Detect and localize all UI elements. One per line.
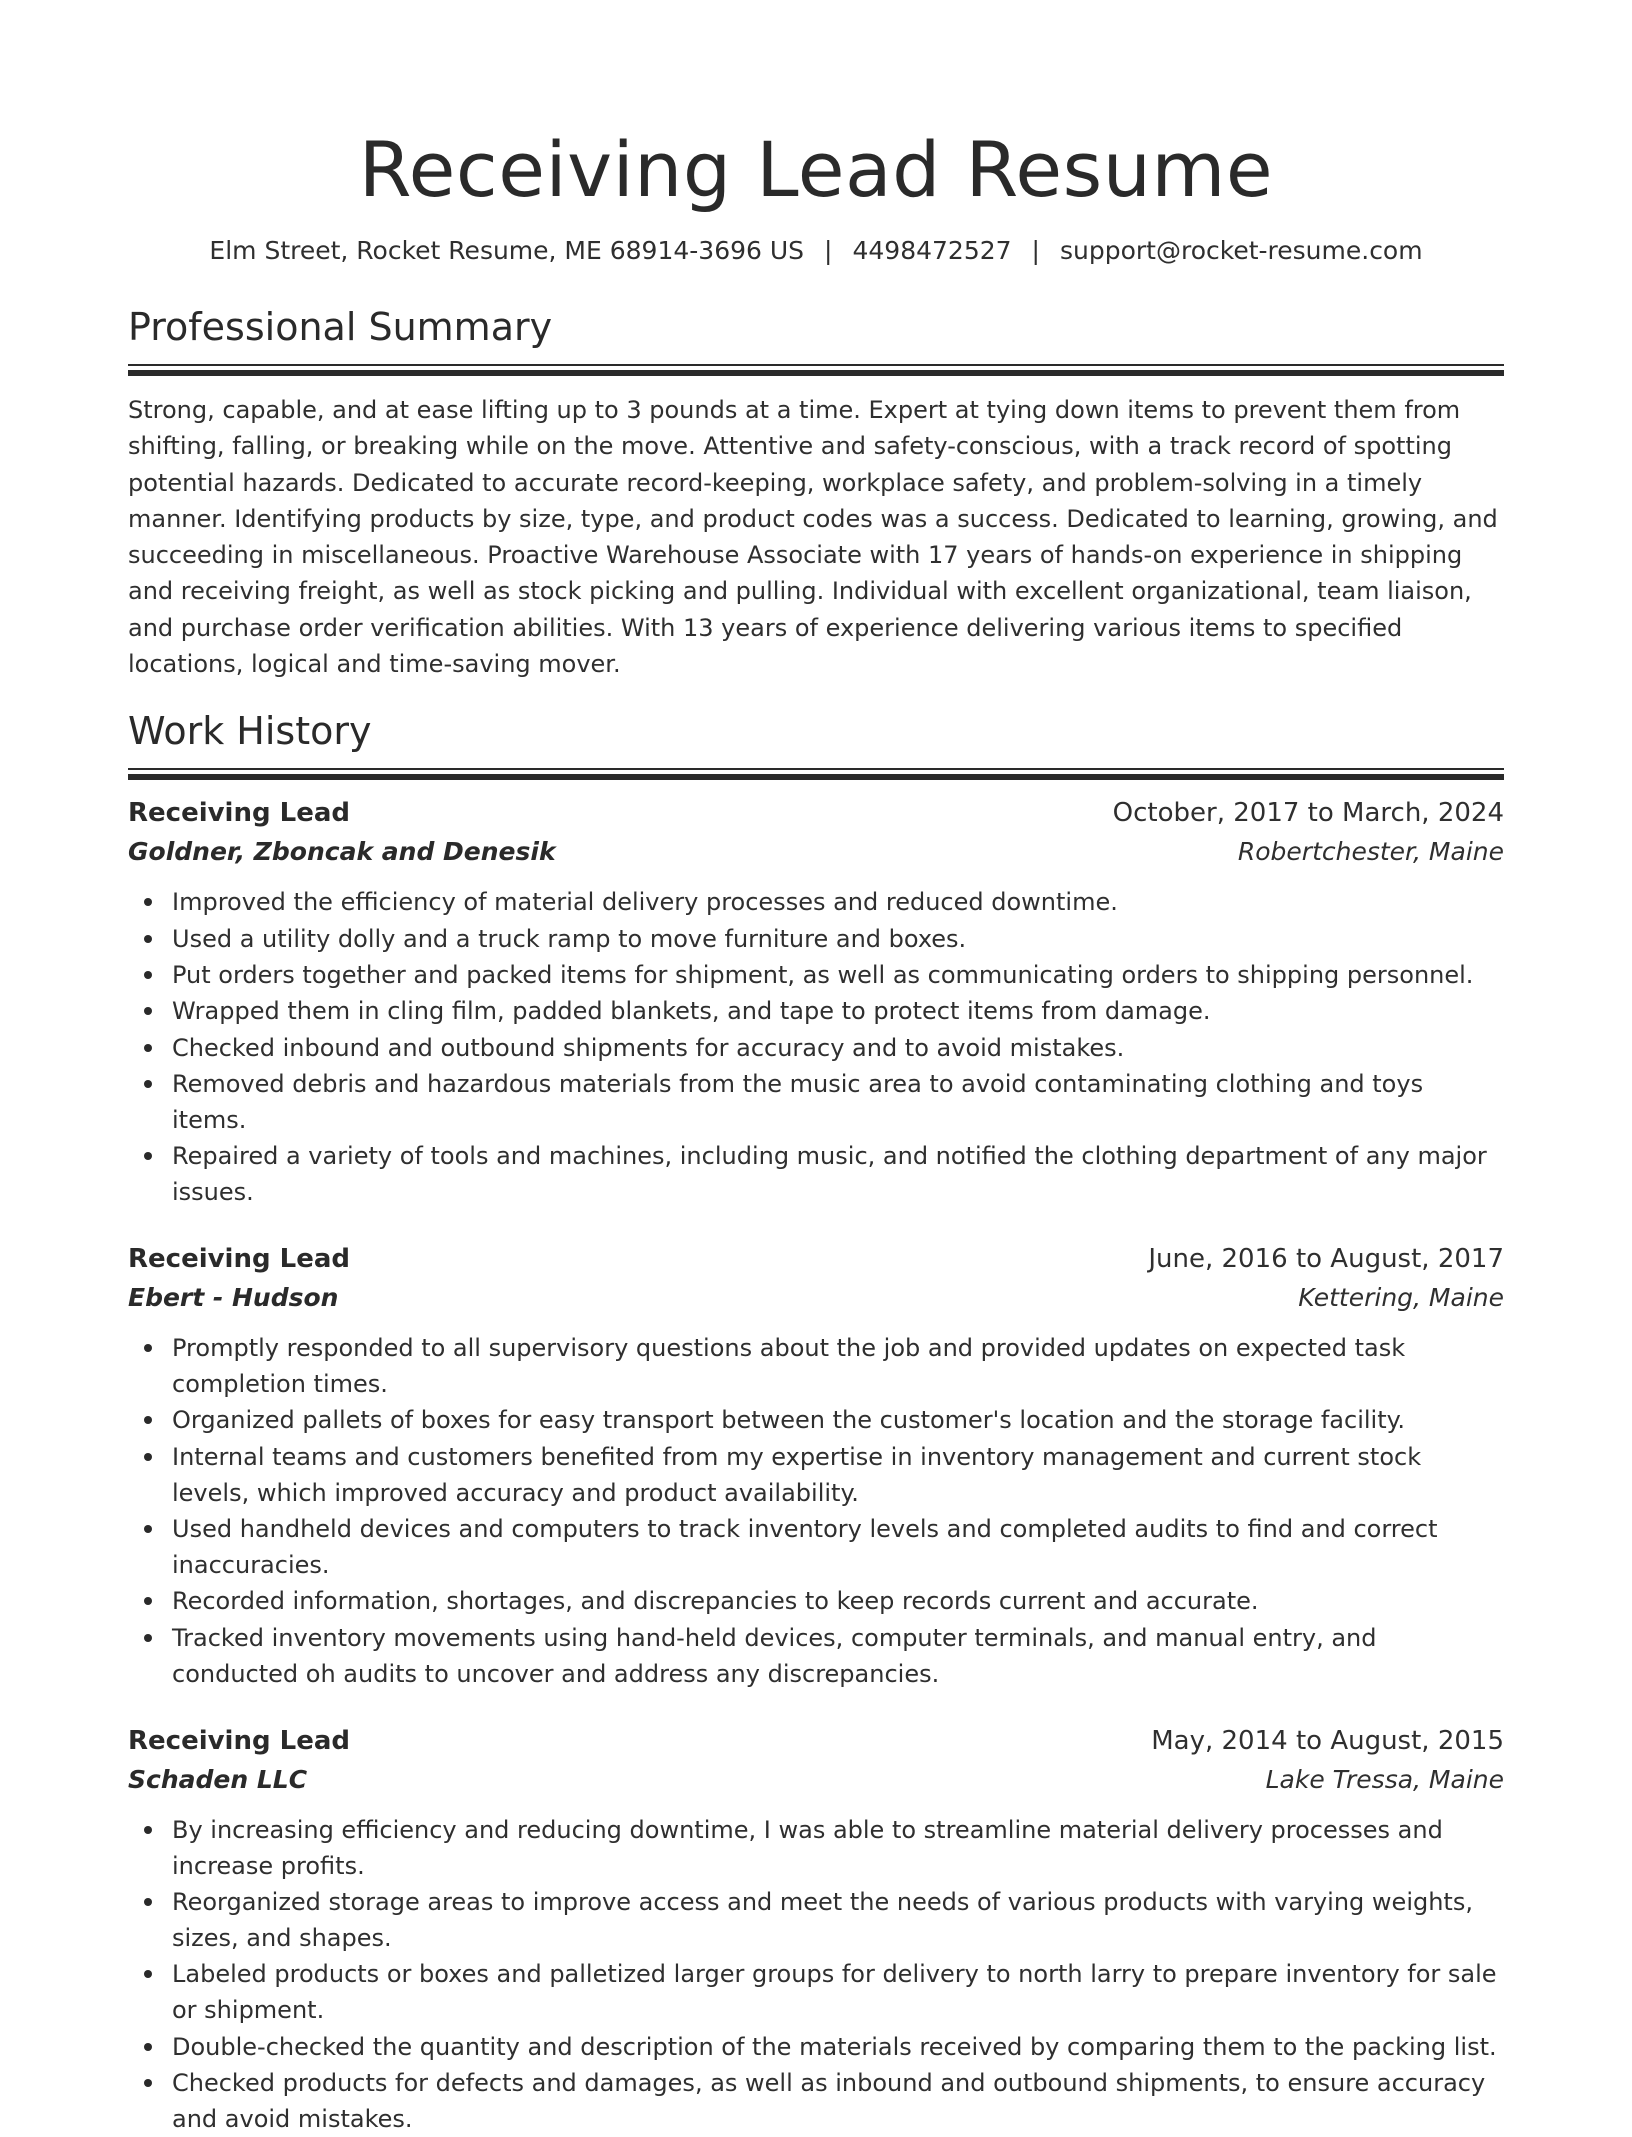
contact-separator: | bbox=[1031, 236, 1040, 265]
list-item bbox=[128, 1620, 1504, 1692]
bullet-icon bbox=[144, 1826, 152, 1834]
summary-paragraph: Strong, capable, and at ease lifting up to 3 pounds at a time. Expert at tying down items to prevent them from shifting, falling, or breaking while on the move. Attentive and safety-conscious, with a track record of spotting potential hazards. Dedicated to accurate record-keeping, workplace safety, and problem-solving in a timely manner. Identifying products by size, type, and product codes was a success. Dedicated to learning, growing, and succeeding in miscellaneous. Proactive Warehouse Associate with 17 years of hands-on experience in shipping and receiving freight, as well as stock picking and pulling. Individual with excellent organizational, team liaison, and purchase order verification abilities. With 13 years of experience delivering various items to specified locations, logical and time-saving mover. bbox=[128, 396, 1498, 679]
bullet-text: Checked products for defects and damages, as well as inbound and outbound shipments, to ensure accuracy and avoid mistakes. bbox=[172, 2068, 1486, 2133]
job-bullet-list bbox=[128, 1812, 1504, 2137]
list-item bbox=[128, 1066, 1504, 1138]
divider-thick-line bbox=[128, 774, 1504, 780]
bullet-icon bbox=[144, 1044, 152, 1052]
bullet-icon bbox=[144, 1453, 152, 1461]
job-dates: May, 2014 to August, 2015 bbox=[1151, 1725, 1504, 1756]
list-item bbox=[128, 2029, 1504, 2065]
job-entry bbox=[128, 1240, 1504, 1691]
bullet-text: Tracked inventory movements using hand-held devices, computer terminals, and manual entry, and conducted oh audits to uncover and address any discrepancies. bbox=[172, 1623, 1377, 1688]
list-item bbox=[128, 1511, 1504, 1583]
job-company-row bbox=[128, 1278, 1504, 1318]
list-item bbox=[128, 921, 1504, 957]
bullet-icon bbox=[144, 1007, 152, 1015]
job-company: Schaden LLC bbox=[128, 1764, 308, 1794]
job-location: Robertchester, Maine bbox=[1237, 837, 1504, 867]
job-company-row bbox=[128, 1760, 1504, 1800]
bullet-icon bbox=[144, 971, 152, 979]
bullet-text: Internal teams and customers benefited from my expertise in inventory management and current stock levels, which improved accuracy and product availability. bbox=[172, 1442, 1422, 1507]
bullet-text: Improved the efficiency of material delivery processes and reduced downtime. bbox=[172, 888, 1118, 917]
section-divider bbox=[128, 768, 1504, 778]
job-bullet-list bbox=[128, 1330, 1504, 1691]
job-entry bbox=[128, 794, 1504, 1210]
job-location: Kettering, Maine bbox=[1298, 1283, 1504, 1313]
bullet-icon bbox=[144, 2043, 152, 2051]
bullet-text: Labeled products or boxes and palletized larger groups for delivery to north larry to prepare inventory for sale or shipment. bbox=[172, 1960, 1497, 2025]
list-item bbox=[128, 2065, 1504, 2137]
job-header-row bbox=[128, 1240, 1504, 1278]
bullet-text: Organized pallets of boxes for easy transport between the customer's location and the storage facility. bbox=[172, 1406, 1406, 1435]
job-dates: June, 2016 to August, 2017 bbox=[1148, 1244, 1504, 1275]
work-history-section bbox=[128, 706, 1504, 2136]
bullet-text: Removed debris and hazardous materials from the music area to avoid contaminating clothing and toys items. bbox=[172, 1069, 1424, 1134]
list-item bbox=[128, 1956, 1504, 2028]
contact-address: Elm Street, Rocket Resume, ME 68914-3696 US bbox=[209, 236, 805, 265]
job-company: Ebert - Hudson bbox=[128, 1283, 339, 1313]
bullet-icon bbox=[144, 935, 152, 943]
list-item bbox=[128, 957, 1504, 993]
job-header-row bbox=[128, 794, 1504, 832]
resume-page bbox=[128, 0, 1504, 2137]
contact-email: support@rocket-resume.com bbox=[1059, 236, 1423, 265]
bullet-text: Used a utility dolly and a truck ramp to move furniture and boxes. bbox=[172, 924, 967, 953]
bullet-icon bbox=[144, 1970, 152, 1978]
bullet-text: Reorganized storage areas to improve access and meet the needs of various products with varying weights, sizes, and shapes. bbox=[172, 1887, 1473, 1952]
bullet-text: Checked inbound and outbound shipments for accuracy and to avoid mistakes. bbox=[172, 1033, 1125, 1062]
bullet-text: By increasing efficiency and reducing downtime, I was able to streamline material delivery processes and increase profits. bbox=[172, 1815, 1443, 1880]
job-company: Goldner, Zboncak and Denesik bbox=[128, 837, 556, 867]
bullet-text: Promptly responded to all supervisory questions about the job and provided updates on expected task completion times. bbox=[172, 1334, 1406, 1399]
bullet-text: Recorded information, shortages, and discrepancies to keep records current and accurate. bbox=[172, 1587, 1259, 1616]
divider-thin-line bbox=[128, 768, 1504, 770]
section-heading-work-history: Work History bbox=[128, 709, 372, 754]
bullet-text: Double-checked the quantity and description of the materials received by comparing them to the packing list. bbox=[172, 2032, 1497, 2061]
bullet-text: Put orders together and packed items for shipment, as well as communicating orders to shipping personnel. bbox=[172, 960, 1474, 989]
job-title: Receiving Lead bbox=[128, 1244, 351, 1275]
bullet-icon bbox=[144, 1080, 152, 1088]
list-item bbox=[128, 1030, 1504, 1066]
bullet-icon bbox=[144, 1525, 152, 1533]
list-item bbox=[128, 993, 1504, 1029]
bullet-icon bbox=[144, 1634, 152, 1642]
job-entry bbox=[128, 1722, 1504, 2137]
section-heading-summary: Professional Summary bbox=[128, 305, 553, 349]
list-item bbox=[128, 1330, 1504, 1402]
contact-line bbox=[128, 234, 1504, 268]
job-location: Lake Tressa, Maine bbox=[1265, 1764, 1504, 1794]
bullet-icon bbox=[144, 1416, 152, 1424]
list-item bbox=[128, 1884, 1504, 1956]
list-item bbox=[128, 1583, 1504, 1619]
job-header-row bbox=[128, 1722, 1504, 1760]
bullet-text: Repaired a variety of tools and machines, including music, and notified the clothing department of any major issues. bbox=[172, 1142, 1487, 1207]
list-item bbox=[128, 884, 1504, 920]
page-title: Receiving Lead Resume bbox=[358, 125, 1274, 214]
job-title: Receiving Lead bbox=[128, 798, 351, 829]
bullet-icon bbox=[144, 898, 152, 906]
list-item bbox=[128, 1402, 1504, 1438]
bullet-icon bbox=[144, 1898, 152, 1906]
job-dates: October, 2017 to March, 2024 bbox=[1112, 798, 1504, 829]
list-item bbox=[128, 1138, 1504, 1210]
contact-phone: 4498472527 bbox=[852, 236, 1012, 265]
job-title: Receiving Lead bbox=[128, 1725, 351, 1756]
bullet-icon bbox=[144, 1597, 152, 1605]
divider-thin-line bbox=[128, 364, 1504, 366]
divider-thick-line bbox=[128, 370, 1504, 376]
list-item bbox=[128, 1812, 1504, 1884]
bullet-text: Wrapped them in cling film, padded blankets, and tape to protect items from damage. bbox=[172, 997, 1211, 1026]
job-company-row bbox=[128, 832, 1504, 872]
bullet-icon bbox=[144, 1152, 152, 1160]
professional-summary-section bbox=[128, 302, 1504, 682]
section-divider bbox=[128, 364, 1504, 374]
job-bullet-list bbox=[128, 884, 1504, 1210]
job-list bbox=[128, 794, 1504, 2136]
contact-separator: | bbox=[824, 236, 833, 265]
bullet-icon bbox=[144, 1344, 152, 1352]
list-item bbox=[128, 1439, 1504, 1511]
bullet-icon bbox=[144, 2079, 152, 2087]
bullet-text: Used handheld devices and computers to track inventory levels and completed audits to find and correct inaccuracies. bbox=[172, 1515, 1438, 1580]
